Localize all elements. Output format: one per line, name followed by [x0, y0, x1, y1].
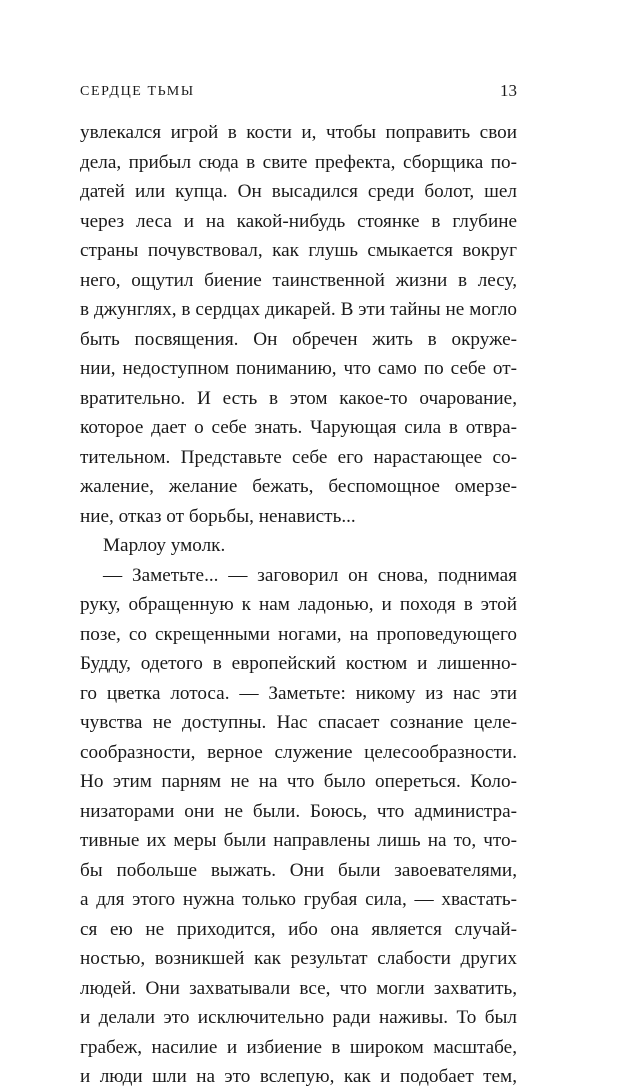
- body-text: [80, 118, 517, 1092]
- text-line: нии, недоступном пониманию, что само по себе от-: [80, 358, 517, 379]
- text-line: через леса и на какой-нибудь стоянке в глубине: [80, 210, 517, 232]
- text-line: людей. Они захватывали все, что могли захватить,: [80, 977, 517, 999]
- text-line: него, ощутил биение таинственной жизни в лесу,: [80, 269, 517, 291]
- page-number: 13: [500, 81, 517, 100]
- text-line: руку, обращенную к нам ладонью, и походя в этой: [80, 594, 517, 615]
- text-line: сообразности, верное служение целесообразности.: [80, 741, 517, 763]
- text-line: тительном. Представьте себе его нарастающее со-: [80, 446, 517, 468]
- text-line: жаление, желание бежать, беспомощное омерзе-: [80, 476, 517, 497]
- text-line: ностью, возникшей как результат слабости других: [80, 948, 517, 969]
- text-line: ся ею не приходится, ибо она является случай-: [80, 918, 517, 940]
- text-line: Будду, одетого в европейский костюм и лишенно-: [80, 653, 517, 674]
- text-line: и люди шли на это вслепую, как и подобает тем,: [80, 1066, 517, 1087]
- text-line: быть посвящения. Он обречен жить в окруже-: [80, 328, 517, 350]
- text-line: увлекался игрой в кости и, чтобы поправить свои: [80, 122, 517, 143]
- text-line: и делали это исключительно ради наживы. То был: [80, 1007, 517, 1028]
- text-line: дела, прибыл сюда в свите префекта, сборщика по-: [80, 151, 517, 173]
- text-line: позе, со скрещенными ногами, на проповедующего: [80, 623, 517, 645]
- text-line: в джунглях, в сердцах дикарей. В эти тайны не могло: [80, 299, 517, 320]
- text-line: Марлоу умолк.: [103, 535, 226, 556]
- text-line: а для этого нужна только грубая сила, — хвастать-: [80, 889, 517, 910]
- text-line: ние, отказ от борьбы, ненависть...: [80, 505, 356, 527]
- text-line: Но этим парням не на что было опереться. Коло-: [80, 771, 517, 792]
- text-line: датей или купца. Он высадился среди болот, шел: [80, 181, 517, 202]
- text-line: которое дает о себе знать. Чарующая сила в отвра-: [80, 417, 517, 438]
- text-line: бы побольше выжать. Они были завоевателями,: [80, 859, 517, 881]
- text-line: вратительно. И есть в этом какое-то очарование,: [80, 387, 517, 409]
- text-line: грабеж, насилие и избиение в широком масштабе,: [80, 1036, 517, 1058]
- text-line: — Заметьте... — заговорил он снова, поднимая: [103, 564, 517, 586]
- text-line: го цветка лотоса. — Заметьте: никому из нас эти: [80, 682, 517, 704]
- running-title: СЕРДЦЕ ТЬМЫ: [80, 84, 195, 99]
- text-line: страны почувствовал, как глушь смыкается вокруг: [80, 240, 517, 261]
- text-line: чувства не доступны. Нас спасает сознание целе-: [80, 712, 517, 733]
- text-line: тивные их меры были направлены лишь на то, что-: [80, 830, 517, 851]
- text-line: низаторами они не были. Боюсь, что администра-: [80, 800, 517, 822]
